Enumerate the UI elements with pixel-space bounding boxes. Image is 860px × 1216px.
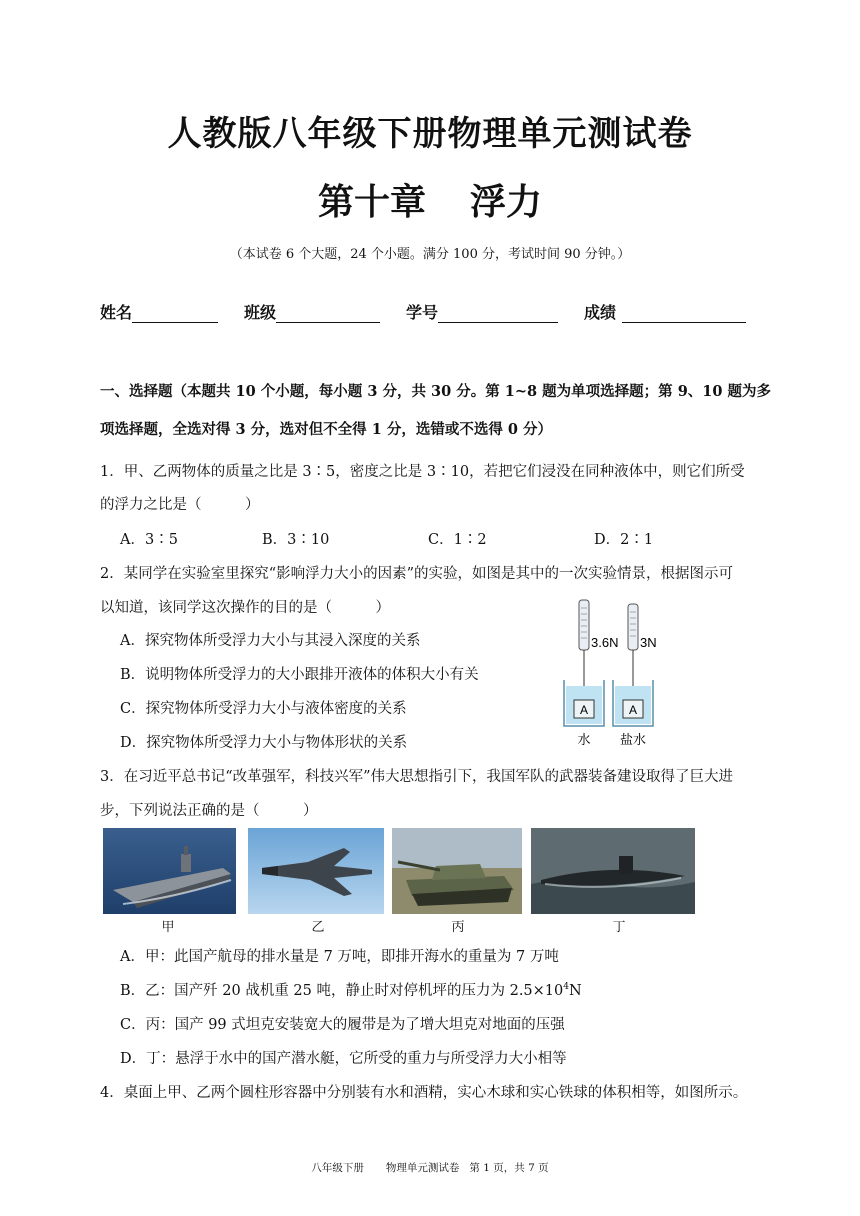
number-blank[interactable]	[438, 306, 558, 323]
q4-stem-line1: 4．桌面上甲、乙两个圆柱形容器中分别装有水和酒精，实心木球和实心铁球的体积相等，如图所示。	[100, 1085, 748, 1101]
student-info-line	[100, 300, 772, 323]
submarine-photo	[531, 828, 695, 914]
caption-yi: 乙	[311, 920, 325, 935]
chapter-title	[0, 174, 860, 225]
q2-option-d[interactable]: D．探究物体所受浮力大小与物体形状的关系	[120, 735, 408, 751]
right-block-label: A	[628, 703, 638, 717]
fighter-jet-photo	[248, 828, 384, 914]
section1-heading-line1: 一、选择题（本题共 10 个小题，每小题 3 分，共 30 分。第 1~8 题为单项选择题；第 9、10 题为多	[100, 383, 772, 400]
q3-option-b-text: B．乙：国产歼 20 战机重 25 吨，静止时对停机坪的压力为 2.5×10	[120, 983, 564, 999]
left-spring-scale	[579, 600, 589, 700]
class-field[interactable]	[244, 300, 380, 323]
q1-option-b[interactable]: B．3∶10	[262, 532, 330, 548]
number-label: 学号	[406, 303, 439, 322]
exam-note: （本试卷 6 个大题，24 个小题。满分 100 分，考试时间 90 分钟。）	[229, 247, 631, 262]
caption-jia: 甲	[161, 920, 175, 935]
score-blank[interactable]	[622, 306, 746, 323]
name-blank[interactable]	[132, 306, 218, 323]
q3-stem-line2: 步，下列说法正确的是（ ）	[100, 803, 318, 819]
name-field[interactable]	[100, 300, 218, 323]
q3-option-b-unit: N	[569, 983, 582, 999]
right-scale-reading: 3N	[640, 635, 657, 650]
name-label: 姓名	[100, 303, 133, 322]
class-blank[interactable]	[276, 306, 380, 323]
chapter-name: 浮力	[470, 181, 543, 223]
q2-buoyancy-figure	[558, 596, 678, 750]
caption-bing: 丙	[451, 920, 465, 935]
footer-subject: 物理单元测试卷	[385, 1162, 460, 1174]
q3-stem-line1: 3．在习近平总书记“改革强军，科技兴军”伟大思想指引下，我国军队的武器装备建设取得了巨大进	[100, 769, 734, 785]
q2-stem-line1: 2．某同学在实验室里探究“影响浮力大小的因素”的实验，如图是其中的一次实验情景，根据图示可	[100, 566, 734, 582]
left-liquid-label: 水	[577, 733, 591, 748]
q3-option-a[interactable]: A．甲：此国产航母的排水量是 7 万吨，即排开海水的重量为 7 万吨	[120, 949, 559, 965]
page-title: 人教版八年级下册物理单元测试卷	[167, 114, 693, 154]
right-beaker	[613, 680, 653, 726]
q1-stem-line1: 1．甲、乙两物体的质量之比是 3∶5，密度之比是 3∶10，若把它们浸没在同种液体中，则它们所受	[100, 464, 745, 480]
section1-heading-line2: 项选择题，全选对得 3 分，选对但不全得 1 分，选错或不选得 0 分）	[100, 421, 553, 438]
footer-grade: 八年级下册	[311, 1162, 364, 1174]
q2-option-b[interactable]: B．说明物体所受浮力的大小跟排开液体的体积大小有关	[120, 667, 479, 683]
q1-option-d[interactable]: D．2∶1	[594, 532, 654, 548]
number-field[interactable]	[406, 300, 558, 323]
tank-photo	[392, 828, 522, 914]
caption-ding: 丁	[612, 920, 626, 935]
page-footer	[0, 1160, 860, 1175]
right-spring-scale	[628, 604, 638, 700]
footer-page-number: 第 1 页，共 7 页	[469, 1162, 549, 1174]
q1-option-c[interactable]: C．1∶2	[428, 532, 487, 548]
score-label: 成绩	[584, 303, 617, 322]
chapter-number: 第十章	[317, 181, 426, 223]
q2-option-a[interactable]: A．探究物体所受浮力大小与其浸入深度的关系	[120, 633, 421, 649]
q3-option-d[interactable]: D．丁：悬浮于水中的国产潜水艇，它所受的重力与所受浮力大小相等	[120, 1051, 567, 1067]
left-scale-reading: 3.6N	[591, 635, 619, 650]
score-field[interactable]	[584, 300, 746, 323]
q3-option-b-exponent: 4	[563, 982, 569, 993]
left-beaker	[564, 680, 604, 726]
q3-option-b[interactable]	[120, 979, 582, 1000]
q1-stem-line2: 的浮力之比是（ ）	[100, 497, 260, 513]
q2-option-c[interactable]: C．探究物体所受浮力大小与液体密度的关系	[120, 701, 407, 717]
q1-option-a[interactable]: A．3∶5	[120, 532, 178, 548]
class-label: 班级	[244, 303, 277, 322]
left-block-label: A	[579, 703, 589, 717]
q3-option-c[interactable]: C．丙：国产 99 式坦克安装宽大的履带是为了增大坦克对地面的压强	[120, 1017, 565, 1033]
q2-stem-line2: 以知道，该同学这次操作的目的是（ ）	[100, 600, 390, 616]
right-liquid-label: 盐水	[619, 733, 647, 748]
aircraft-carrier-photo	[103, 828, 236, 914]
